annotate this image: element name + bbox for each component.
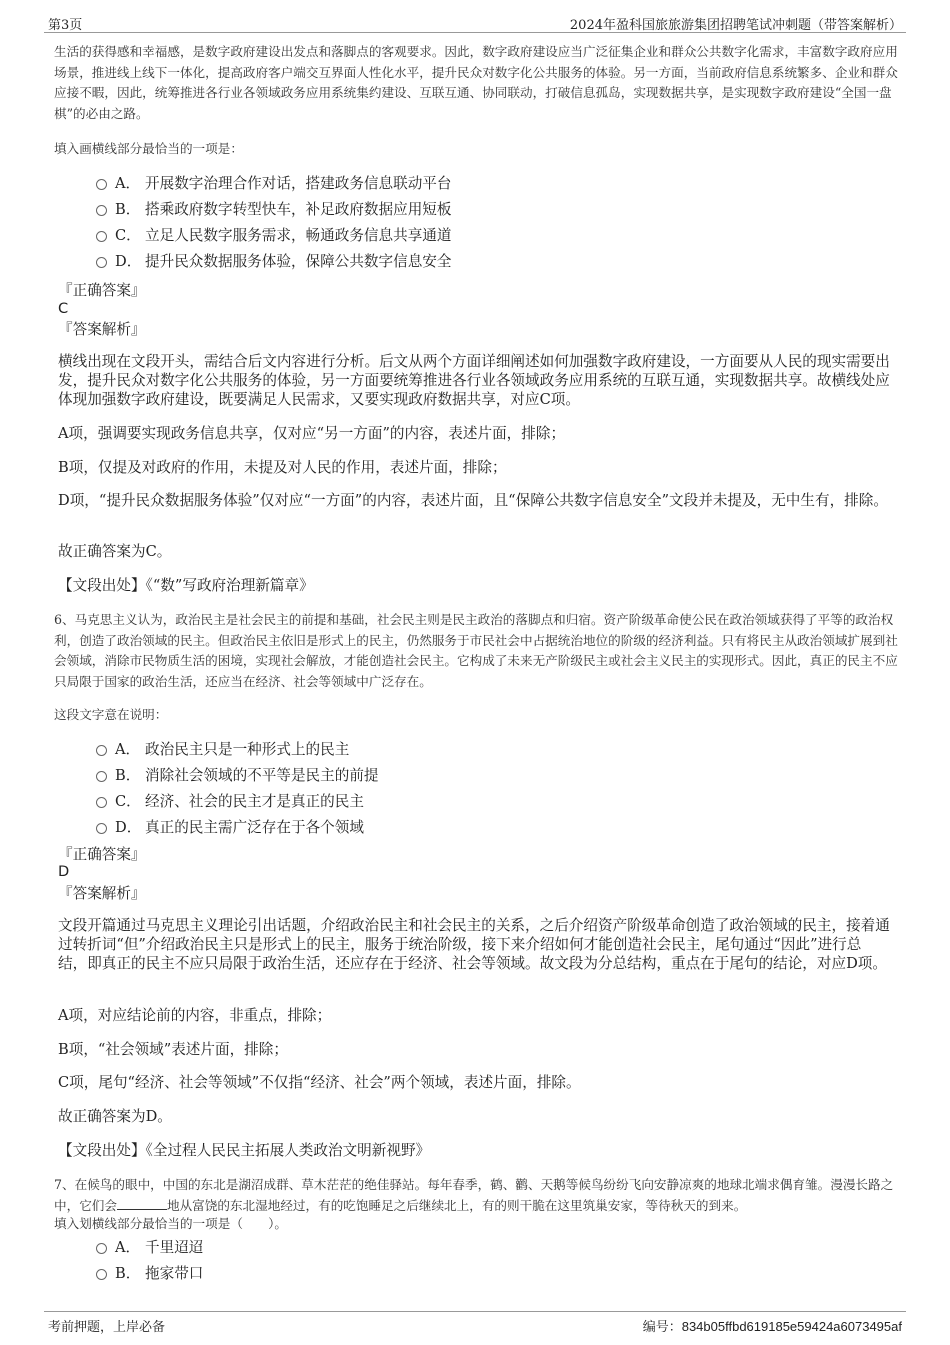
page-footer xyxy=(44,1311,906,1336)
q5-answer: C xyxy=(58,300,69,317)
q6-analysis-c: C项，尾句“经济、社会等领域”不仅指“经济、社会”两个领域，表述片面，排除。 xyxy=(58,1074,581,1091)
radio-icon[interactable] xyxy=(96,205,107,216)
radio-icon[interactable] xyxy=(96,1269,107,1280)
radio-icon[interactable] xyxy=(96,257,107,268)
document-title: 2024年盈科国旅旅游集团招聘笔试冲刺题（带答案解析） xyxy=(569,18,902,33)
q6-answer-label: 『正确答案』 xyxy=(58,846,146,863)
q5-analysis-b: B项，仅提及对政府的作用，未提及对人民的作用，表述片面，排除； xyxy=(58,459,507,476)
page-number: 第3页 xyxy=(48,18,83,33)
q6-conclusion: 故正确答案为D。 xyxy=(58,1108,172,1125)
radio-icon[interactable] xyxy=(96,179,107,190)
q7-prompt: 填入划横线部分最恰当的一项是（ ）。 xyxy=(54,1216,287,1231)
q6-answer: D xyxy=(58,863,70,880)
q7-stem: 7、在候鸟的眼中，中国的东北是湖沼成群、草木茫茫的绝佳驿站。每年春季，鹤、鹳、天鹅等候鸟纷纷飞向安静凉爽的地球北端求偶育雏。漫漫长路之中，它们会 地从富饶的东北湿地经过，有的吃饱睡足之后继续北上，有的则干脆在这里筑巢安家，等待秋天的到来。 xyxy=(54,1177,894,1213)
q6-stem: 6、马克思主义认为，政治民主是社会民主的前提和基础，社会民主则是民主政治的落脚点和归宿。资产阶级革命使公民在政治领域获得了平等的政治权利，创造了政治领域的民主。但政治民主依旧是形式上的民主，仍然服务于市民社会中占据统治地位的阶级的经济利益。只有将民主从政治领域扩展到社会领域，消除市民物质生活的困境，实现社会解放，才能创造社会民主。它构成了未来无产阶级民主或社会主义民主的实现形式。因此，真正的民主不应只局限于国家的政治生活，还应当在经济、社会等领域中广泛存在。 xyxy=(54,612,898,689)
q5-conclusion: 故正确答案为C。 xyxy=(58,543,172,560)
fill-blank xyxy=(117,1197,167,1210)
q6-analysis-label: 『答案解析』 xyxy=(58,885,146,902)
q5-answer-label: 『正确答案』 xyxy=(58,282,146,299)
radio-icon[interactable] xyxy=(96,797,107,808)
q6-prompt: 这段文字意在说明： xyxy=(54,707,168,722)
q5-analysis-a: A项，强调要实现政务信息共享，仅对应“另一方面”的内容，表述片面，排除； xyxy=(58,425,566,442)
q6-analysis-main: 文段开篇通过马克思主义理论引出话题，介绍政治民主和社会民主的关系，之后介绍资产阶级革命创造了政治领域的民主，接着通过转折词“但”介绍政治民主只是形式上的民主，服务于统治阶级，接下来介绍如何才能创造社会民主，尾句通过“因此”进行总结，即真正的民主不应只局限于政治生活，还应存在于经济、社会等领域。故文段为分总结构，重点在于尾句的结论，对应D项。 xyxy=(58,917,890,972)
passage-intro: 生活的获得感和幸福感，是数字政府建设出发点和落脚点的客观要求。因此，数字政府建设应当广泛征集企业和群众公共数字化需求，丰富数字政府应用场景，推进线上线下一体化，提高政府客户端交互界面人性化水平，提升民众对数字化公共服务的体验。另一方面，当前政府信息系统繁多、企业和群众应接不暇，因此，统筹推进各行业各领域政务应用系统集约建设、互联互通、协同联动，打破信息孤岛，实现数据共享，是实现数字政府建设“全国一盘棋”的必由之路。 xyxy=(54,44,898,121)
q5-prompt: 填入画横线部分最恰当的一项是： xyxy=(54,141,243,156)
radio-icon[interactable] xyxy=(96,1243,107,1254)
q5-source: 【文段出处】《“数”写政府治理新篇章》 xyxy=(58,577,314,594)
q6-source: 【文段出处】《全过程人民民主拓展人类政治文明新视野》 xyxy=(58,1142,431,1159)
page-header xyxy=(44,10,906,33)
radio-icon[interactable] xyxy=(96,745,107,756)
q6-analysis-b: B项，“社会领域”表述片面，排除； xyxy=(58,1041,288,1058)
radio-icon[interactable] xyxy=(96,823,107,834)
q6-analysis-a: A项，对应结论前的内容，非重点，排除； xyxy=(58,1007,332,1024)
q5-analysis-d: D项，“提升民众数据服务体验”仅对应“一方面”的内容，表述片面，且“保障公共数字信息安全”文段并未提及，无中生有，排除。 xyxy=(58,492,888,509)
footer-slogan: 考前押题，上岸必备 xyxy=(48,1320,166,1335)
radio-icon[interactable] xyxy=(96,231,107,242)
q5-analysis-label: 『答案解析』 xyxy=(58,321,146,338)
q5-analysis-main: 横线出现在文段开头，需结合后文内容进行分析。后文从两个方面详细阐述如何加强数字政府建设，一方面要从人民的现实需要出发，提升民众对数字化公共服务的体验，另一方面要统筹推进各行业各领域政务应用系统的互联互通，实现数据共享。故横线处应体现加强数字政府建设，既要满足人民需求，又要实现政府数据共享，对应C项。 xyxy=(58,353,890,408)
footer-code: 编号：834b05ffbd619185e59424a6073495af xyxy=(642,1319,902,1335)
radio-icon[interactable] xyxy=(96,771,107,782)
